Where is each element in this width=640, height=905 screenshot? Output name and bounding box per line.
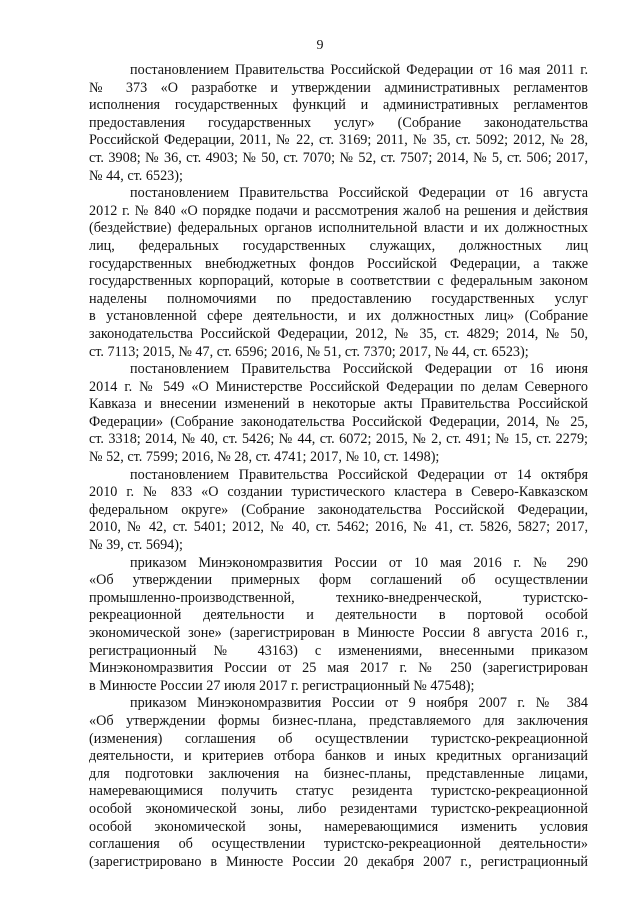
text-line: постановлением Правительства Российской Федерации от 14 октября bbox=[130, 466, 588, 483]
text-line: государственных внебюджетных фондов Российской Федерации, а также bbox=[89, 255, 588, 272]
text-line: 2010 г. № 833 «О создании туристического кластера в Северо-Кавказском bbox=[89, 484, 588, 501]
text-line: постановлением Правительства Российской Федерации от 16 мая 2011 г. bbox=[130, 62, 588, 78]
paragraph-2 bbox=[89, 185, 588, 361]
text-line: 2014 г. № 549 «О Министерстве Российской Федерации по делам Северного bbox=[89, 378, 588, 395]
page-number: 9 bbox=[316, 38, 324, 53]
text-line: наделены полномочиями по предоставлению государственных услуг bbox=[89, 290, 588, 307]
text-line: (изменения) соглашения об осуществлении туристско-рекреационной bbox=[89, 730, 588, 747]
text-line: намеревающимися получить статус резидента туристско-рекреационной bbox=[89, 783, 588, 800]
text-line: для подготовки заключения на бизнес-планы, представленные лицами, bbox=[89, 765, 588, 782]
paragraph-6 bbox=[89, 695, 588, 871]
text-line: исполнения государственных функций и административных регламентов bbox=[89, 97, 588, 114]
text-line: 2012 г. № 840 «О порядке подачи и рассмотрения жалоб на решения и действия bbox=[89, 202, 588, 219]
text-line: № 52, ст. 7599; 2016, № 28, ст. 4741; 2017, № 10, ст. 1498); bbox=[89, 449, 440, 466]
paragraph-4 bbox=[89, 467, 588, 555]
text-line: федеральном округе» (Собрание законодательства Российской Федерации, bbox=[89, 501, 588, 518]
text-line: № 44, ст. 6523); bbox=[89, 167, 183, 184]
text-line: государственных корпораций, которые в соответствии с федеральным законом bbox=[89, 273, 588, 290]
paragraph-3 bbox=[89, 361, 588, 467]
text-line: рекреационной деятельности и деятельности в портовой особой bbox=[89, 607, 588, 624]
text-line: Минэкономразвития России от 25 мая 2017 г. № 250 (зарегистрирован bbox=[89, 660, 588, 677]
text-line: Российской Федерации, 2011, № 22, ст. 3169; 2011, № 35, ст. 5092; 2012, № 28, bbox=[89, 132, 588, 149]
text-line: в установленной сфере деятельности, и их должностных лиц» (Собрание bbox=[89, 308, 588, 325]
paragraph-1 bbox=[89, 62, 588, 185]
text-line: экономической зоне» (зарегистрирован в Минюсте России 8 августа 2016 г., bbox=[89, 625, 588, 641]
paragraph-5 bbox=[89, 555, 588, 696]
text-line: постановлением Правительства Российской Федерации от 16 августа bbox=[130, 185, 588, 202]
text-line: приказом Минэкономразвития России от 10 мая 2016 г. № 290 bbox=[130, 554, 588, 571]
text-line: промышленно-производственной, технико-внедренческой, туристско- bbox=[89, 589, 588, 606]
text-line: (бездействие) федеральных органов исполнительной власти и их должностных bbox=[89, 220, 588, 237]
text-line: деятельности, и критериев отбора банков и иных кредитных организаций bbox=[89, 748, 588, 765]
text-line: Федерации» (Собрание законодательства Российской Федерации, 2014, № 25, bbox=[89, 413, 588, 430]
text-line: Кавказа и внесении изменений в некоторые акты Правительства Российской bbox=[89, 396, 588, 413]
text-line: ст. 3908; № 36, ст. 4903; № 50, ст. 7070; № 52, ст. 7507; 2014, № 5, ст. 506; 2017, bbox=[89, 149, 588, 166]
text-line: регистрационный № 43163) с изменениями, внесенными приказом bbox=[89, 642, 588, 659]
text-line: особой экономической зоны, либо резидентами туристско-рекреационной bbox=[89, 800, 588, 817]
text-line: ст. 7113; 2015, № 47, ст. 6596; 2016, № 51, ст. 7370; 2017, № 44, ст. 6523); bbox=[89, 343, 529, 360]
text-line: (зарегистрировано в Минюсте России 20 декабря 2007 г., регистрационный bbox=[89, 853, 588, 870]
text-line: особой экономической зоны, намеревающимися изменить условия bbox=[89, 818, 588, 835]
text-line: лиц, федеральных государственных служащих, должностных лиц bbox=[89, 237, 588, 254]
text-line: соглашения об осуществлении туристско-рекреационной деятельности» bbox=[89, 836, 588, 853]
text-line: «Об утверждении формы бизнес-плана, представляемого для заключения bbox=[89, 712, 588, 729]
text-line: предоставления государственных услуг» (Собрание законодательства bbox=[89, 114, 588, 131]
text-line: № 39, ст. 5694); bbox=[89, 537, 183, 554]
text-line: законодательства Российской Федерации, 2012, № 35, ст. 4829; 2014, № 50, bbox=[89, 325, 588, 342]
text-line: приказом Минэкономразвития России от 9 ноября 2007 г. № 384 bbox=[130, 695, 588, 712]
document-body bbox=[89, 62, 588, 871]
text-line: в Минюсте России 27 июля 2017 г. регистрационный № 47548); bbox=[89, 677, 475, 694]
text-line: «Об утверждении примерных форм соглашений об осуществлении bbox=[89, 572, 588, 589]
text-line: ст. 3318; 2014, № 40, ст. 5426; № 44, ст. 6072; 2015, № 2, ст. 491; № 15, ст. 2279; bbox=[89, 431, 588, 448]
text-line: постановлением Правительства Российской Федерации от 16 июня bbox=[130, 361, 588, 378]
text-line: № 373 «О разработке и утверждении административных регламентов bbox=[89, 79, 588, 96]
text-line: 2010, № 42, ст. 5401; 2012, № 40, ст. 5462; 2016, № 41, ст. 5826, 5827; 2017, bbox=[89, 519, 588, 536]
